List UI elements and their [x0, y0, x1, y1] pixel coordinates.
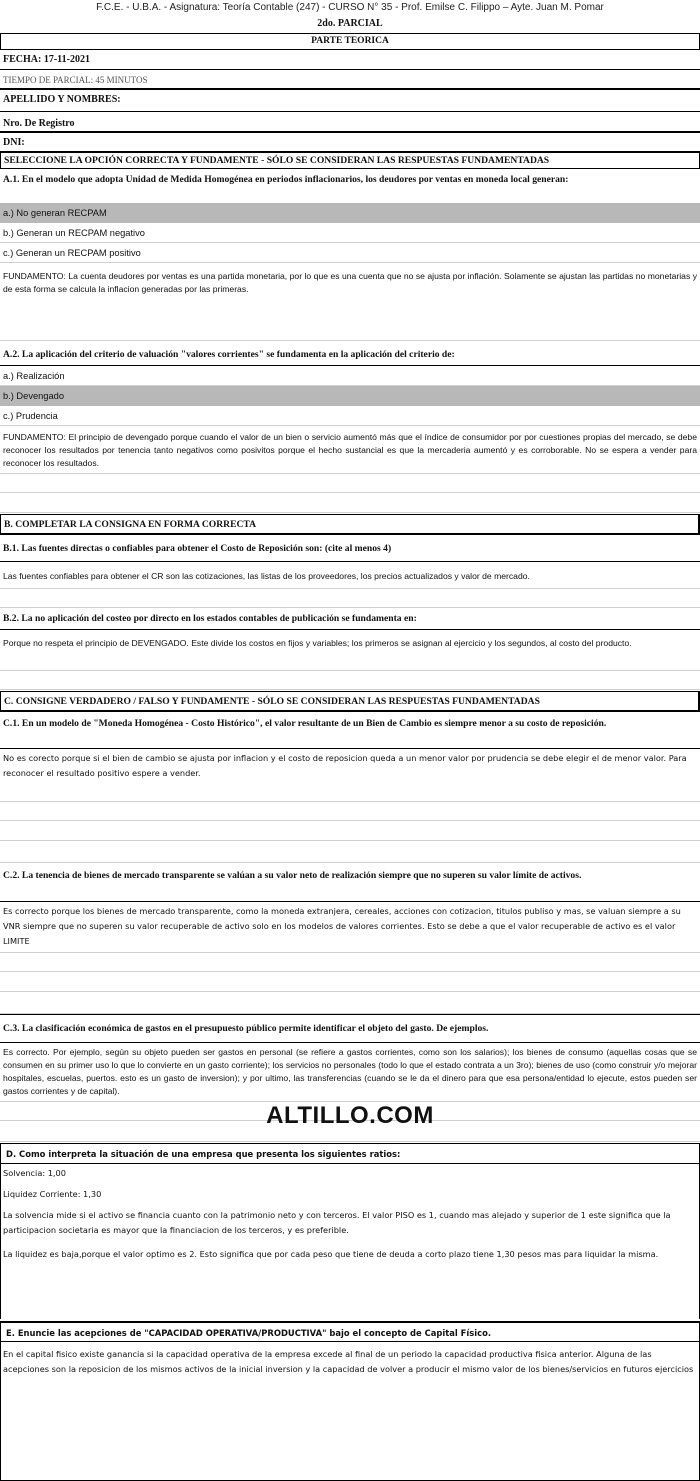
apellido-underline [0, 108, 700, 112]
section-a-heading: SELECCIONE LA OPCIÓN CORRECTA Y FUNDAMENTE - SÓLO SE CONSIDERAN LAS RESPUESTAS FUNDAMENTADAS [0, 151, 700, 169]
answer-b2[interactable]: Porque no respeta el principio de DEVENGADO. Este divide los costos en fijos y variables; los primeros se asignan al ejercicio y los segundos, al costo del producto. [3, 638, 632, 648]
option-a2-a[interactable]: a.) Realización [0, 365, 700, 386]
question-c1: C.1. En un modelo de "Moneda Homogénea - Costo Histórico", el valor resultante de un Bien de Cambio es siempre menor a su costo de reposición. [0, 713, 700, 749]
question-b2: B.2. La no aplicación del costeo por directo en los estados contables de publicación se fundamenta en: [0, 608, 700, 630]
answer-e[interactable]: En el capital fisico existe ganancia si la capacidad operativa de la empresa excede al final de un periodo la capacidad productiva fisica anterior. Alguna de las acepciones son la reposicion de los mismos activos de la inicial inversion y la capacidad de volver a producir el mismo valor de los bienes/servicios en futuros ejercicios [3, 1349, 694, 1374]
answer-c3[interactable]: Es correcto. Por ejemplo, según su objeto pueden ser gastos en personal (se refiere a gastos corrientes, como son los salarios); los bienes de consumo (aquellas cosas que se consumen en su primer uso lo que lo convierte en un gasto corriente); los servicios no personales (todo lo que el estado contrata a un 3ro); bienes de uso (como construir y/o mejorar hospitales, escuelas, puertos. esto es un gasto de inversion); y por ultimo, las transferencias (cuando se le da el dinero para que esa persona/entidad lo ejecute, estos pueden ser gastos corrientes y de capital). [3, 1047, 697, 1096]
registro-field: Nro. De Registro [3, 118, 75, 129]
watermark-text: ALTILLO.COM [266, 1102, 434, 1129]
answer-b2-blank [0, 670, 700, 690]
section-b-heading: B. COMPLETAR LA CONSIGNA EN FORMA CORRECTA [0, 514, 700, 535]
ratio-liquidez[interactable]: Liquidez Corriente: 1,30 [3, 1189, 102, 1199]
question-c2: C.2. La tenencia de bienes de mercado transparente se valúan a su valor neto de realización siempre que no superen su valor límite de activos. [0, 864, 700, 902]
option-a1-c[interactable]: c.) Generan un RECPAM positivo [0, 243, 700, 263]
fecha-field: FECHA: 17-11-2021 [3, 54, 90, 65]
answer-a2-blank-2 [0, 493, 700, 513]
answer-d-liquidez[interactable]: La liquidez es baja,porque el valor optimo es 2. Esto significa que por cada peso que tiene de deuda a corto plazo tiene 1,30 pesos mas para liquidar la misma. [3, 1249, 659, 1259]
exam-title: 2do. PARCIAL [317, 18, 383, 29]
registro-rule [0, 131, 700, 133]
answer-a2[interactable]: FUNDAMENTO: El principio de devengado porque cuando el valor de un bien o servicio aumentó más que el índice de consumidor por por cuestiones propias del mercado, se debe reconocer los resultados por tenencia tanto negativos como posivitos porque el hecho sustancial es que la mercaderia aumentó y es corroborable. No se espera a vender para reconocer los resultados. [3, 432, 697, 468]
answer-c1[interactable]: No es corecto porque si el bien de cambio se ajusta por inflacion y el costo de reposicion queda a un menor valor por prudencia se debe elegir el de menor valor. Para reconocer el resultado positivo espere a vender. [3, 753, 687, 778]
answer-b1-blank [0, 588, 700, 608]
option-a1-b[interactable]: b.) Generan un RECPAM negativo [0, 223, 700, 243]
option-a1-a[interactable]: a.) No generan RECPAM [0, 203, 700, 223]
question-d: D. Como interpreta la situación de una empresa que presenta los siguientes ratios: [0, 1143, 700, 1164]
question-b1: B.1. Las fuentes directas o confiables para obtener el Costo de Reposición son: (cite al menos 4) [0, 538, 700, 562]
answer-c1-blank-2 [0, 821, 700, 841]
answer-c2[interactable]: Es correcto porque los bienes de mercado transparente, como la moneda extranjera, cereales, acciones con cotizacion, titulos publiso y mas, se valuan siempre a su VNR siempre que no superen su valor recuperable de activo solo en los modelos de valores corrientes. Esto se debe a que el valor recuperable de activo es el valor LIMITE [3, 906, 681, 946]
question-c3: C.3. La clasificación económica de gastos en el presupuesto público permite identificar el objeto del gasto. De ejemplos. [0, 1014, 700, 1043]
question-e: E. Enuncie las acepciones de "CAPACIDAD OPERATIVA/PRODUCTIVA" bajo el concepto de Capital Físico. [0, 1321, 700, 1342]
dni-field: DNI: [3, 137, 25, 148]
answer-c2-blank-1 [0, 952, 700, 972]
answer-c2-blank-3 [0, 992, 700, 1014]
answer-b1[interactable]: Las fuentes confiables para obtener el CR son las cotizaciones, las listas de los proveedores, los precios actualizados y valor de mercado. [3, 571, 530, 581]
answer-a1[interactable]: FUNDAMENTO: La cuenta deudores por ventas es una partida monetaria, por lo que es una cuenta que no se ajusta por inflación. Solamente se ajustan las partidas no monetarias y de esta forma se calcula la inflacion generadas por las primeras. [3, 271, 697, 294]
apellido-field: APELLIDO Y NOMBRES: [0, 88, 700, 108]
answer-c1-blank-1 [0, 801, 700, 821]
section-c-heading: C. CONSIGNE VERDADERO / FALSO Y FUNDAMENTE - SÓLO SE CONSIDERAN LAS RESPUESTAS FUNDAMENTADAS [0, 691, 700, 712]
answer-c1-blank-3 [0, 841, 700, 863]
ratio-solvencia[interactable]: Solvencia: 1,00 [3, 1168, 66, 1178]
course-header-line: F.C.E. - U.B.A. - Asignatura: Teoría Contable (247) - CURSO N° 35 - Prof. Emilse C. Filippo – Ayte. Juan M. Pomar [96, 2, 604, 13]
question-a2: A.2. La aplicación del criterio de valuación "valores corrientes" se fundamenta en la aplicación del criterio de: [3, 349, 455, 360]
question-a1: A.1. En el modelo que adopta Unidad de Medida Homogénea en periodos inflacionarios, los deudores por ventas en moneda local generan: [3, 174, 569, 185]
answer-c2-blank-2 [0, 972, 700, 992]
option-a2-c[interactable]: c.) Prudencia [0, 406, 700, 426]
option-a2-b[interactable]: b.) Devengado [0, 386, 700, 406]
tiempo-field: TIEMPO DE PARCIAL: 45 MINUTOS [0, 69, 700, 89]
section-title: PARTE TEORICA [0, 33, 700, 50]
answer-a1-blank [0, 304, 700, 341]
answer-d-solvencia[interactable]: La solvencia mide si el activo se financia cuanto con la patrimonio neto y con terceros. El valor PISO es 1, cuando mas alejado y superior de 1 este significa que la participacion societaria es mayor que la financiacion de los terceros, y es preferible. [3, 1210, 671, 1235]
answer-a2-blank-1 [0, 473, 700, 493]
